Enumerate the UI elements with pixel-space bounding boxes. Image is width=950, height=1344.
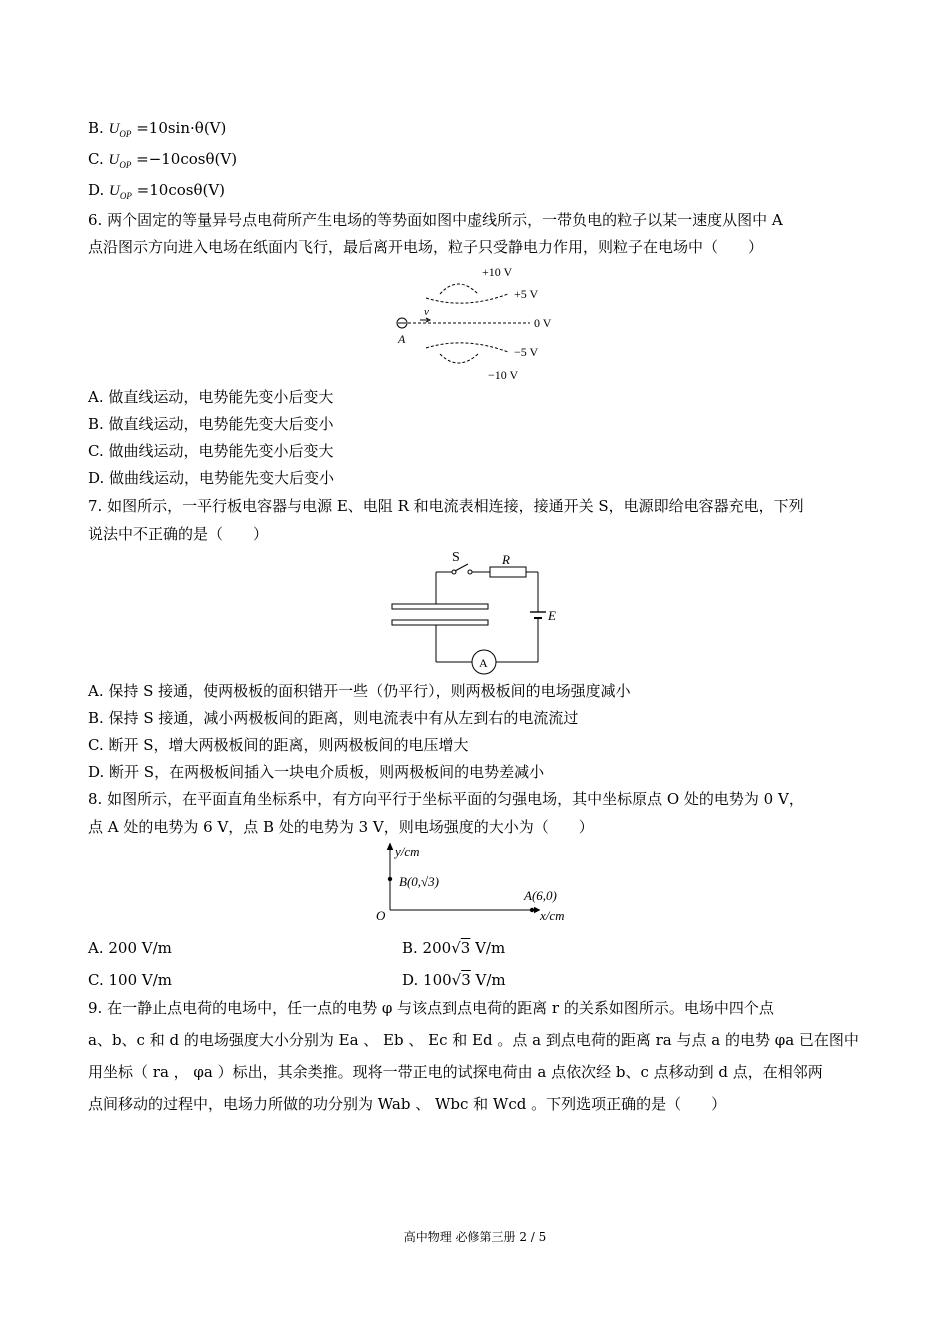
label-resistor: R [502, 552, 510, 567]
q9-stem-line3: 用坐标（ ra ， φa ）标出，其余类推。现将一带正电的试探电荷由 a 点依次经 b、c 点移动到 d 点，在相邻两 [88, 1063, 823, 1081]
q7-circuit-figure [388, 548, 568, 682]
q5-option-d: D. $U_{OP} =10\cos\theta(V)$ [88, 181, 226, 201]
label-plus5: +5 V [514, 287, 539, 301]
label-ammeter: A [479, 656, 488, 670]
q8-option-b: B. 200√3 V/m [402, 939, 506, 957]
page-footer: 高中物理 必修第三册 2 / 5 [403, 1230, 547, 1244]
q6-option-c: C. 做曲线运动，电势能先变小后变大 [88, 442, 334, 460]
q9-stem-line2: a、b、c 和 d 的电场强度大小分别为 Ea 、 Eb 、 Ec 和 Ed 。点 a 到点电荷的距离 ra 与点 a 的电势 φa 已在图中 [88, 1031, 859, 1049]
label-point-b: B(0,√3) [399, 874, 439, 889]
q7-option-a: A. 保持 S 接通，使两极板的面积错开一些（仍平行），则两极板间的电场强度减小 [88, 682, 631, 700]
q7-stem-line1: 7. 如图所示，一平行板电容器与电源 E、电阻 R 和电流表相连接，接通开关 S，电源即给电容器充电，下列 [88, 497, 804, 515]
q9-stem-line4: 点间移动的过程中，电场力所做的功分别为 Wab 、 Wbc 和 Wcd 。下列选项正确的是（ ） [88, 1095, 727, 1113]
q6-option-d: D. 做曲线运动，电势能先变大后变小 [88, 469, 335, 487]
q6-equipotential-figure [390, 262, 570, 390]
label-switch: S [452, 550, 460, 565]
q5-option-c: C. $U_{OP} =-10\cos\theta(V)$ [88, 150, 238, 170]
label-velocity: v [424, 306, 429, 318]
q7-option-c: C. 断开 S，增大两极板间的距离，则两极板间的电压增大 [88, 736, 469, 754]
q5-option-b: B. $U_{OP} =10\sin\cdot\theta(V)$ [88, 119, 227, 139]
q8-option-d: D. 100√3 V/m [402, 971, 506, 989]
q9-stem-line1: 9. 在一静止点电荷的电场中，任一点的电势 φ 与该点到点电荷的距离 r 的关系如图所示。电场中四个点 [88, 999, 774, 1017]
q6-stem-line1: 6. 两个固定的等量异号点电荷所产生电场的等势面如图中虚线所示，一带负电的粒子以某一速度从图中 A [88, 211, 783, 229]
q8-stem-line2: 点 A 处的电势为 6 V，点 B 处的电势为 3 V，则电场强度的大小为（ ） [88, 818, 594, 836]
label-point-a: A(6,0) [524, 888, 557, 903]
q7-stem-line2: 说法中不正确的是（ ） [88, 525, 269, 543]
label-x-axis: x/cm [540, 908, 565, 923]
label-origin: O [376, 908, 386, 923]
q6-stem-line2: 点沿图示方向进入电场在纸面内飞行，最后离开电场，粒子只受静电力作用，则粒子在电场中（ ） [88, 238, 764, 256]
label-source: E [548, 608, 556, 623]
label-plus10: +10 V [482, 265, 513, 279]
q8-option-c: C. 100 V/m [88, 971, 172, 989]
label-y-axis: y/cm [395, 844, 420, 859]
label-minus10: −10 V [488, 368, 519, 382]
label-minus5: −5 V [514, 345, 539, 359]
q7-option-d: D. 断开 S，在两极板间插入一块电介质板，则两极板间的电势差减小 [88, 763, 545, 781]
q8-coordinate-figure [370, 840, 580, 930]
q6-option-b: B. 做直线运动，电势能先变大后变小 [88, 415, 334, 433]
q8-option-a: A. 200 V/m [88, 939, 172, 957]
q8-stem-line1: 8. 如图所示，在平面直角坐标系中，有方向平行于坐标平面的匀强电场，其中坐标原点 O 处的电势为 0 V， [88, 790, 804, 808]
label-point-a: A [398, 332, 406, 346]
q6-option-a: A. 做直线运动，电势能先变小后变大 [88, 388, 334, 406]
label-0: 0 V [534, 316, 552, 330]
q7-option-b: B. 保持 S 接通，减小两极板间的距离，则电流表中有从左到右的电流流过 [88, 709, 579, 727]
